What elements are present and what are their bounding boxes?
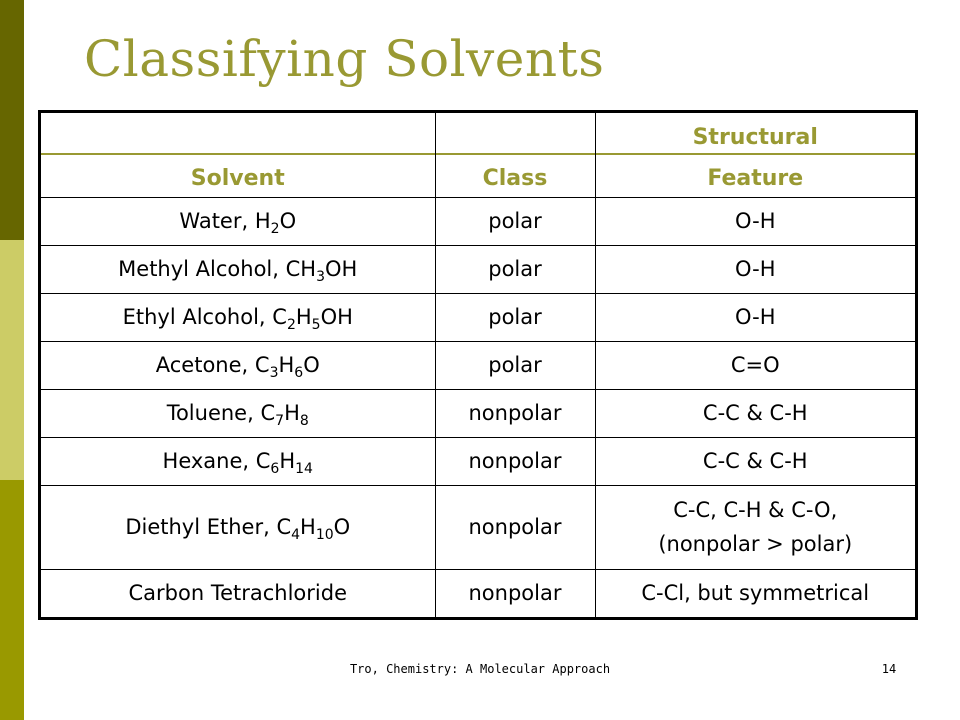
- formula-subscript: 3: [316, 269, 326, 285]
- cell-solvent: [41, 485, 435, 569]
- table-row: [41, 245, 915, 293]
- slide-title: Classifying Solvents: [84, 30, 605, 88]
- formula-subscript: 6: [270, 461, 280, 477]
- table-row: [41, 293, 915, 341]
- header-class-label: Class: [482, 165, 548, 191]
- cell-feature: O-H: [595, 245, 915, 293]
- side-bar-segment-mid: [0, 480, 24, 720]
- cell-class: polar: [435, 293, 595, 341]
- solvent-formula: [285, 257, 358, 285]
- cell-feature: O-H: [595, 293, 915, 341]
- formula-element: C: [254, 353, 270, 377]
- formula-subscript: 7: [275, 413, 285, 429]
- cell-solvent: [41, 389, 435, 437]
- header-class: [435, 113, 595, 197]
- solvent-name: Hexane,: [162, 449, 256, 473]
- cell-solvent: [41, 569, 435, 617]
- table-body: [41, 197, 915, 617]
- formula-element: H: [300, 515, 316, 539]
- cell-class: nonpolar: [435, 389, 595, 437]
- cell-solvent: [41, 293, 435, 341]
- solvent-formula: [260, 401, 309, 429]
- cell-solvent: [41, 197, 435, 245]
- feature-line1: C-C, C-H & C-O,: [673, 498, 838, 522]
- solvent-name: Toluene,: [166, 401, 261, 425]
- cell-feature: C-C & C-H: [595, 389, 915, 437]
- side-bar-segment-light: [0, 240, 24, 480]
- cell-solvent: [41, 245, 435, 293]
- table-row: [41, 341, 915, 389]
- solvent-name: Acetone,: [155, 353, 255, 377]
- formula-subscript: 2: [270, 221, 280, 237]
- solvent-name: Carbon Tetrachloride: [128, 581, 347, 606]
- solvent-formula: [255, 449, 313, 477]
- table-row: [41, 389, 915, 437]
- formula-element: O: [333, 515, 351, 539]
- formula-subscript: 3: [269, 365, 279, 381]
- solvent-formula: [272, 305, 353, 333]
- header-structural-feature: [595, 113, 915, 197]
- solvent-formula: [254, 209, 297, 237]
- cell-class: polar: [435, 245, 595, 293]
- formula-subscript: 5: [311, 317, 321, 333]
- header-feature-line2: Feature: [707, 165, 804, 191]
- footer-text: Tro, Chemistry: A Molecular Approach: [349, 662, 611, 676]
- formula-subscript: 10: [315, 527, 334, 543]
- cell-feature: C-Cl, but symmetrical: [595, 569, 915, 617]
- formula-subscript: 6: [294, 365, 304, 381]
- header-rule: [41, 153, 435, 155]
- formula-element: OH: [325, 257, 358, 281]
- formula-element: O: [303, 353, 320, 377]
- cell-class: polar: [435, 197, 595, 245]
- feature-line2: (nonpolar > polar): [658, 532, 853, 556]
- solvent-formula: [276, 515, 351, 543]
- formula-subscript: 2: [286, 317, 296, 333]
- solvent-name: Methyl Alcohol,: [118, 257, 286, 281]
- header-feature-line1: Structural: [692, 124, 818, 150]
- header-rule: [436, 153, 595, 155]
- header-solvent-label: Solvent: [190, 165, 285, 191]
- cell-class: nonpolar: [435, 437, 595, 485]
- solvents-table: [38, 110, 918, 620]
- cell-solvent: [41, 437, 435, 485]
- page-number: 14: [881, 662, 897, 676]
- solvent-name: Ethyl Alcohol,: [122, 305, 273, 329]
- table-row: [41, 437, 915, 485]
- cell-feature: C=O: [595, 341, 915, 389]
- formula-element: H: [295, 305, 312, 329]
- header-rule: [596, 153, 916, 155]
- formula-element: H: [279, 449, 296, 473]
- formula-subscript: 8: [299, 413, 309, 429]
- formula-element: C: [276, 515, 292, 539]
- table-row: [41, 485, 915, 569]
- cell-feature: C-C & C-H: [595, 437, 915, 485]
- formula-element: OH: [320, 305, 353, 329]
- side-bar-segment-dark: [0, 0, 24, 240]
- formula-element: O: [279, 209, 297, 233]
- cell-solvent: [41, 341, 435, 389]
- formula-element: C: [255, 449, 271, 473]
- formula-element: C: [260, 401, 276, 425]
- formula-element: CH: [285, 257, 317, 281]
- formula-subscript: 14: [295, 461, 313, 477]
- solvent-name: Water,: [179, 209, 255, 233]
- solvent-formula: [254, 353, 320, 381]
- solvent-name: Diethyl Ether,: [125, 515, 277, 539]
- formula-element: H: [284, 401, 300, 425]
- cell-class: polar: [435, 341, 595, 389]
- table-row: [41, 569, 915, 617]
- formula-subscript: 4: [291, 527, 301, 543]
- cell-class: nonpolar: [435, 569, 595, 617]
- cell-class: nonpolar: [435, 485, 595, 569]
- header-solvent: [41, 113, 435, 197]
- cell-feature: O-H: [595, 197, 915, 245]
- table-row: [41, 197, 915, 245]
- table-header-row: [41, 113, 915, 197]
- formula-element: C: [272, 305, 287, 329]
- cell-feature: [595, 485, 915, 569]
- formula-element: H: [254, 209, 271, 233]
- formula-element: H: [278, 353, 295, 377]
- side-bar: [0, 0, 24, 720]
